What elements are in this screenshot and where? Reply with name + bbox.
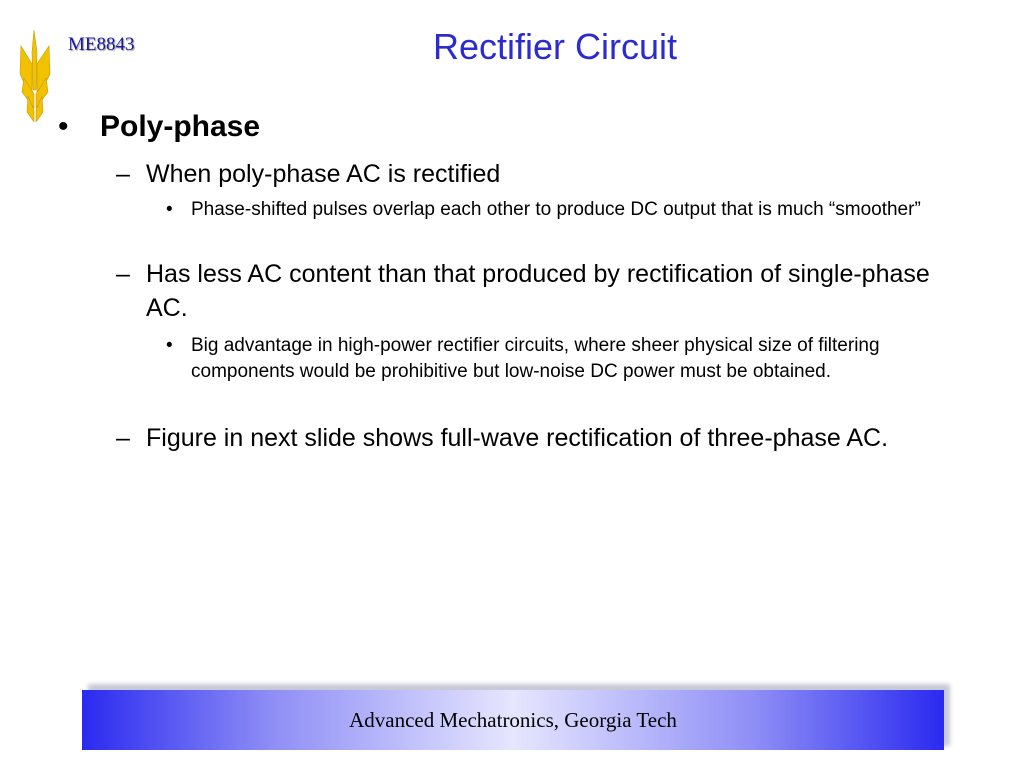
bullet-heading: Poly-phase <box>100 110 261 143</box>
dash-marker: – <box>116 424 130 452</box>
sub-bullet-text: When poly-phase AC is rectified <box>146 160 501 188</box>
dash-marker: – <box>116 160 130 188</box>
sub-bullet-next-slide <box>116 421 976 455</box>
sub-bullet-text: Figure in next slide shows full-wave rectification of three-phase AC. <box>146 424 889 452</box>
footer-banner <box>82 690 944 750</box>
bullet-marker: • <box>58 110 69 143</box>
dash-marker: – <box>116 260 130 288</box>
sub-bullet-text: Has less AC content than that produced by rectification of single-phase AC. <box>146 260 930 322</box>
sub-bullet-rectified <box>116 157 976 191</box>
slide-title: Rectifier Circuit <box>432 26 678 67</box>
detail-bullet-text: Big advantage in high-power rectifier circuits, where sheer physical size of filtering components would be prohibitive but low-noise DC power must be obtained. <box>191 335 880 382</box>
dot-marker: • <box>166 199 173 220</box>
detail-bullet-smoother <box>166 197 966 223</box>
detail-bullet-advantage <box>166 333 966 385</box>
course-code: ME8843 <box>68 34 135 55</box>
sub-bullet-less-ac <box>116 257 976 325</box>
dot-marker: • <box>166 335 173 356</box>
footer-text: Advanced Mechatronics, Georgia Tech <box>349 707 677 732</box>
detail-bullet-text: Phase-shifted pulses overlap each other to produce DC output that is much “smoother” <box>191 199 921 220</box>
